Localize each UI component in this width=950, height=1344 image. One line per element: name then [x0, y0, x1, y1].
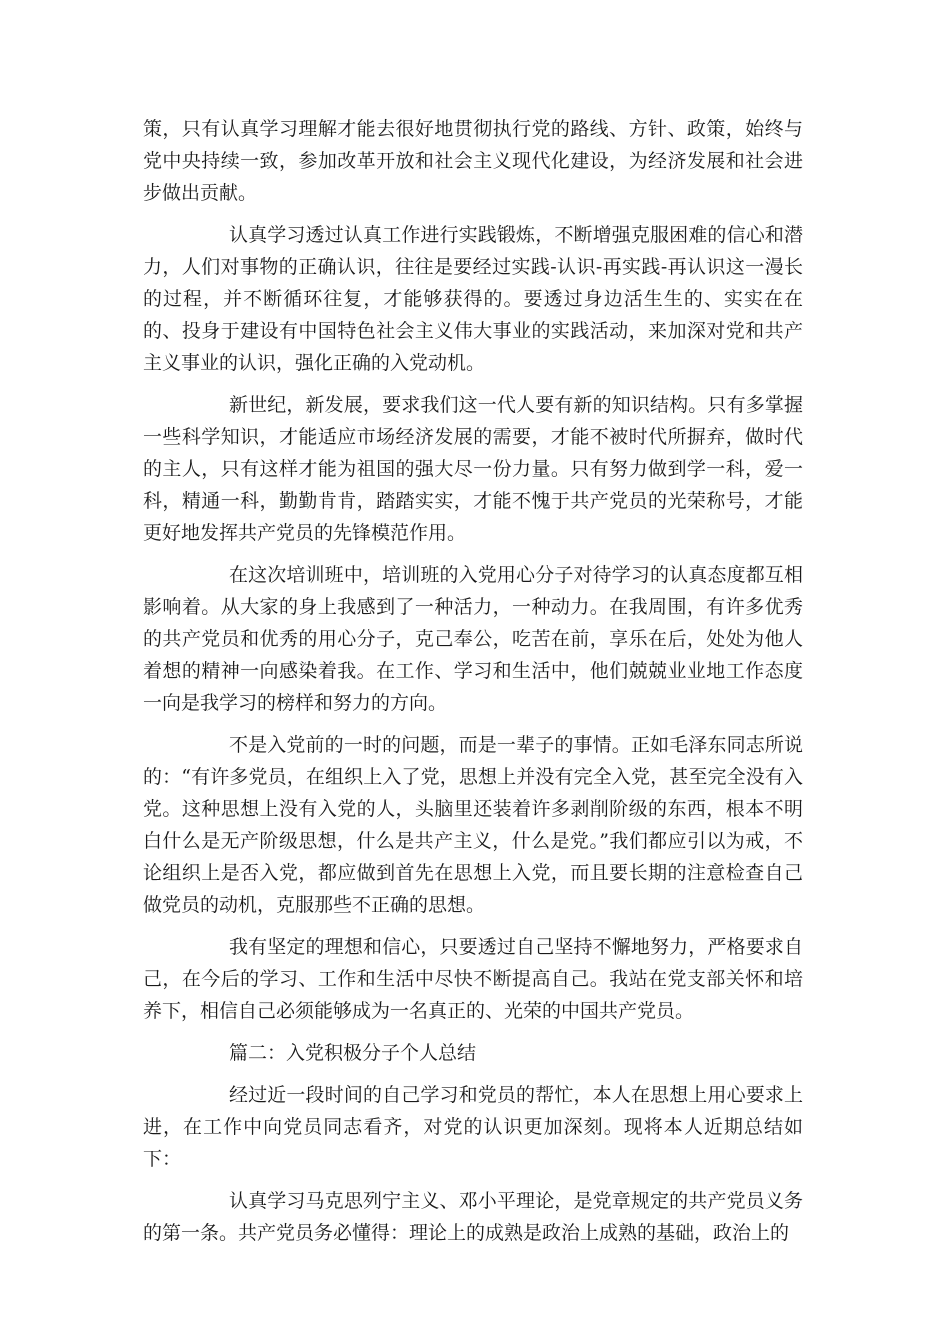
paragraph-4: 在这次培训班中，培训班的入党用心分子对待学习的认真态度都互相影响着。从大家的身上我感到了一种活力，一种动力。在我周围，有许多优秀的共产党员和优秀的用心分子，克己奉公，吃苦在前，享乐在后，处处为他人着想的精神一向感染着我。在工作、学习和生活中，他们兢兢业业地工作态度一向是我学习的榜样和努力的方向。 [143, 564, 803, 714]
paragraph-7: 经过近一段时间的自己学习和党员的帮忙，本人在思想上用心要求上进，在工作中向党员同志看齐，对党的认识更加深刻。现将本人近期总结如下： [143, 1084, 803, 1170]
section-heading: 篇二：入党积极分子个人总结 [229, 1042, 477, 1064]
paragraph-1: 策，只有认真学习理解才能去很好地贯彻执行党的路线、方针、政策，始终与党中央持续一致，参加改革开放和社会主义现代化建设，为经济发展和社会进步做出贡献。 [143, 118, 803, 204]
paragraph-2: 认真学习透过认真工作进行实践锻炼，不断增强克服困难的信心和潜力，人们对事物的正确认识，往往是要经过实践-认识-再实践-再认识这一漫长的过程，并不断循环往复，才能够获得的。要透过身边活生生的、实实在在的、投身于建设有中国特色社会主义伟大事业的实践活动，来加深对党和共产主义事业的认识，强化正确的入党动机。 [143, 224, 803, 374]
paragraph-6: 我有坚定的理想和信心，只要透过自己坚持不懈地努力，严格要求自己，在今后的学习、工作和生活中尽快不断提高自己。我站在党支部关怀和培养下，相信自己必须能够成为一名真正的、光荣的中国共产党员。 [143, 936, 803, 1022]
document-body [143, 113, 803, 1259]
paragraph-5: 不是入党前的一时的问题，而是一辈子的事情。正如毛泽东同志所说的：“有许多党员，在组织上入了党，思想上并没有完全入党，甚至完全没有入党。这种思想上没有入党的人，头脑里还装着许多剥削阶级的东西，根本不明白什么是无产阶级思想，什么是共产主义，什么是党。”我们都应引以为戒，不论组织上是否入党，都应做到首先在思想上入党，而且要长期的注意检查自己做党员的动机，克服那些不正确的思想。 [143, 734, 803, 916]
paragraph-3: 新世纪，新发展，要求我们这一代人要有新的知识结构。只有多掌握一些科学知识，才能适应市场经济发展的需要，才能不被时代所摒弃，做时代的主人，只有这样才能为祖国的强大尽一份力量。只有努力做到学一科，爱一科，精通一科，勤勤肯肯，踏踏实实，才能不愧于共产党员的光荣称号，才能更好地发挥共产党员的先锋模范作用。 [143, 394, 803, 544]
paragraph-8: 认真学习马克思列宁主义、邓小平理论，是党章规定的共产党员义务的第一条。共产党员务必懂得：理论上的成熟是政治上成熟的基础，政治上的 [143, 1190, 803, 1244]
